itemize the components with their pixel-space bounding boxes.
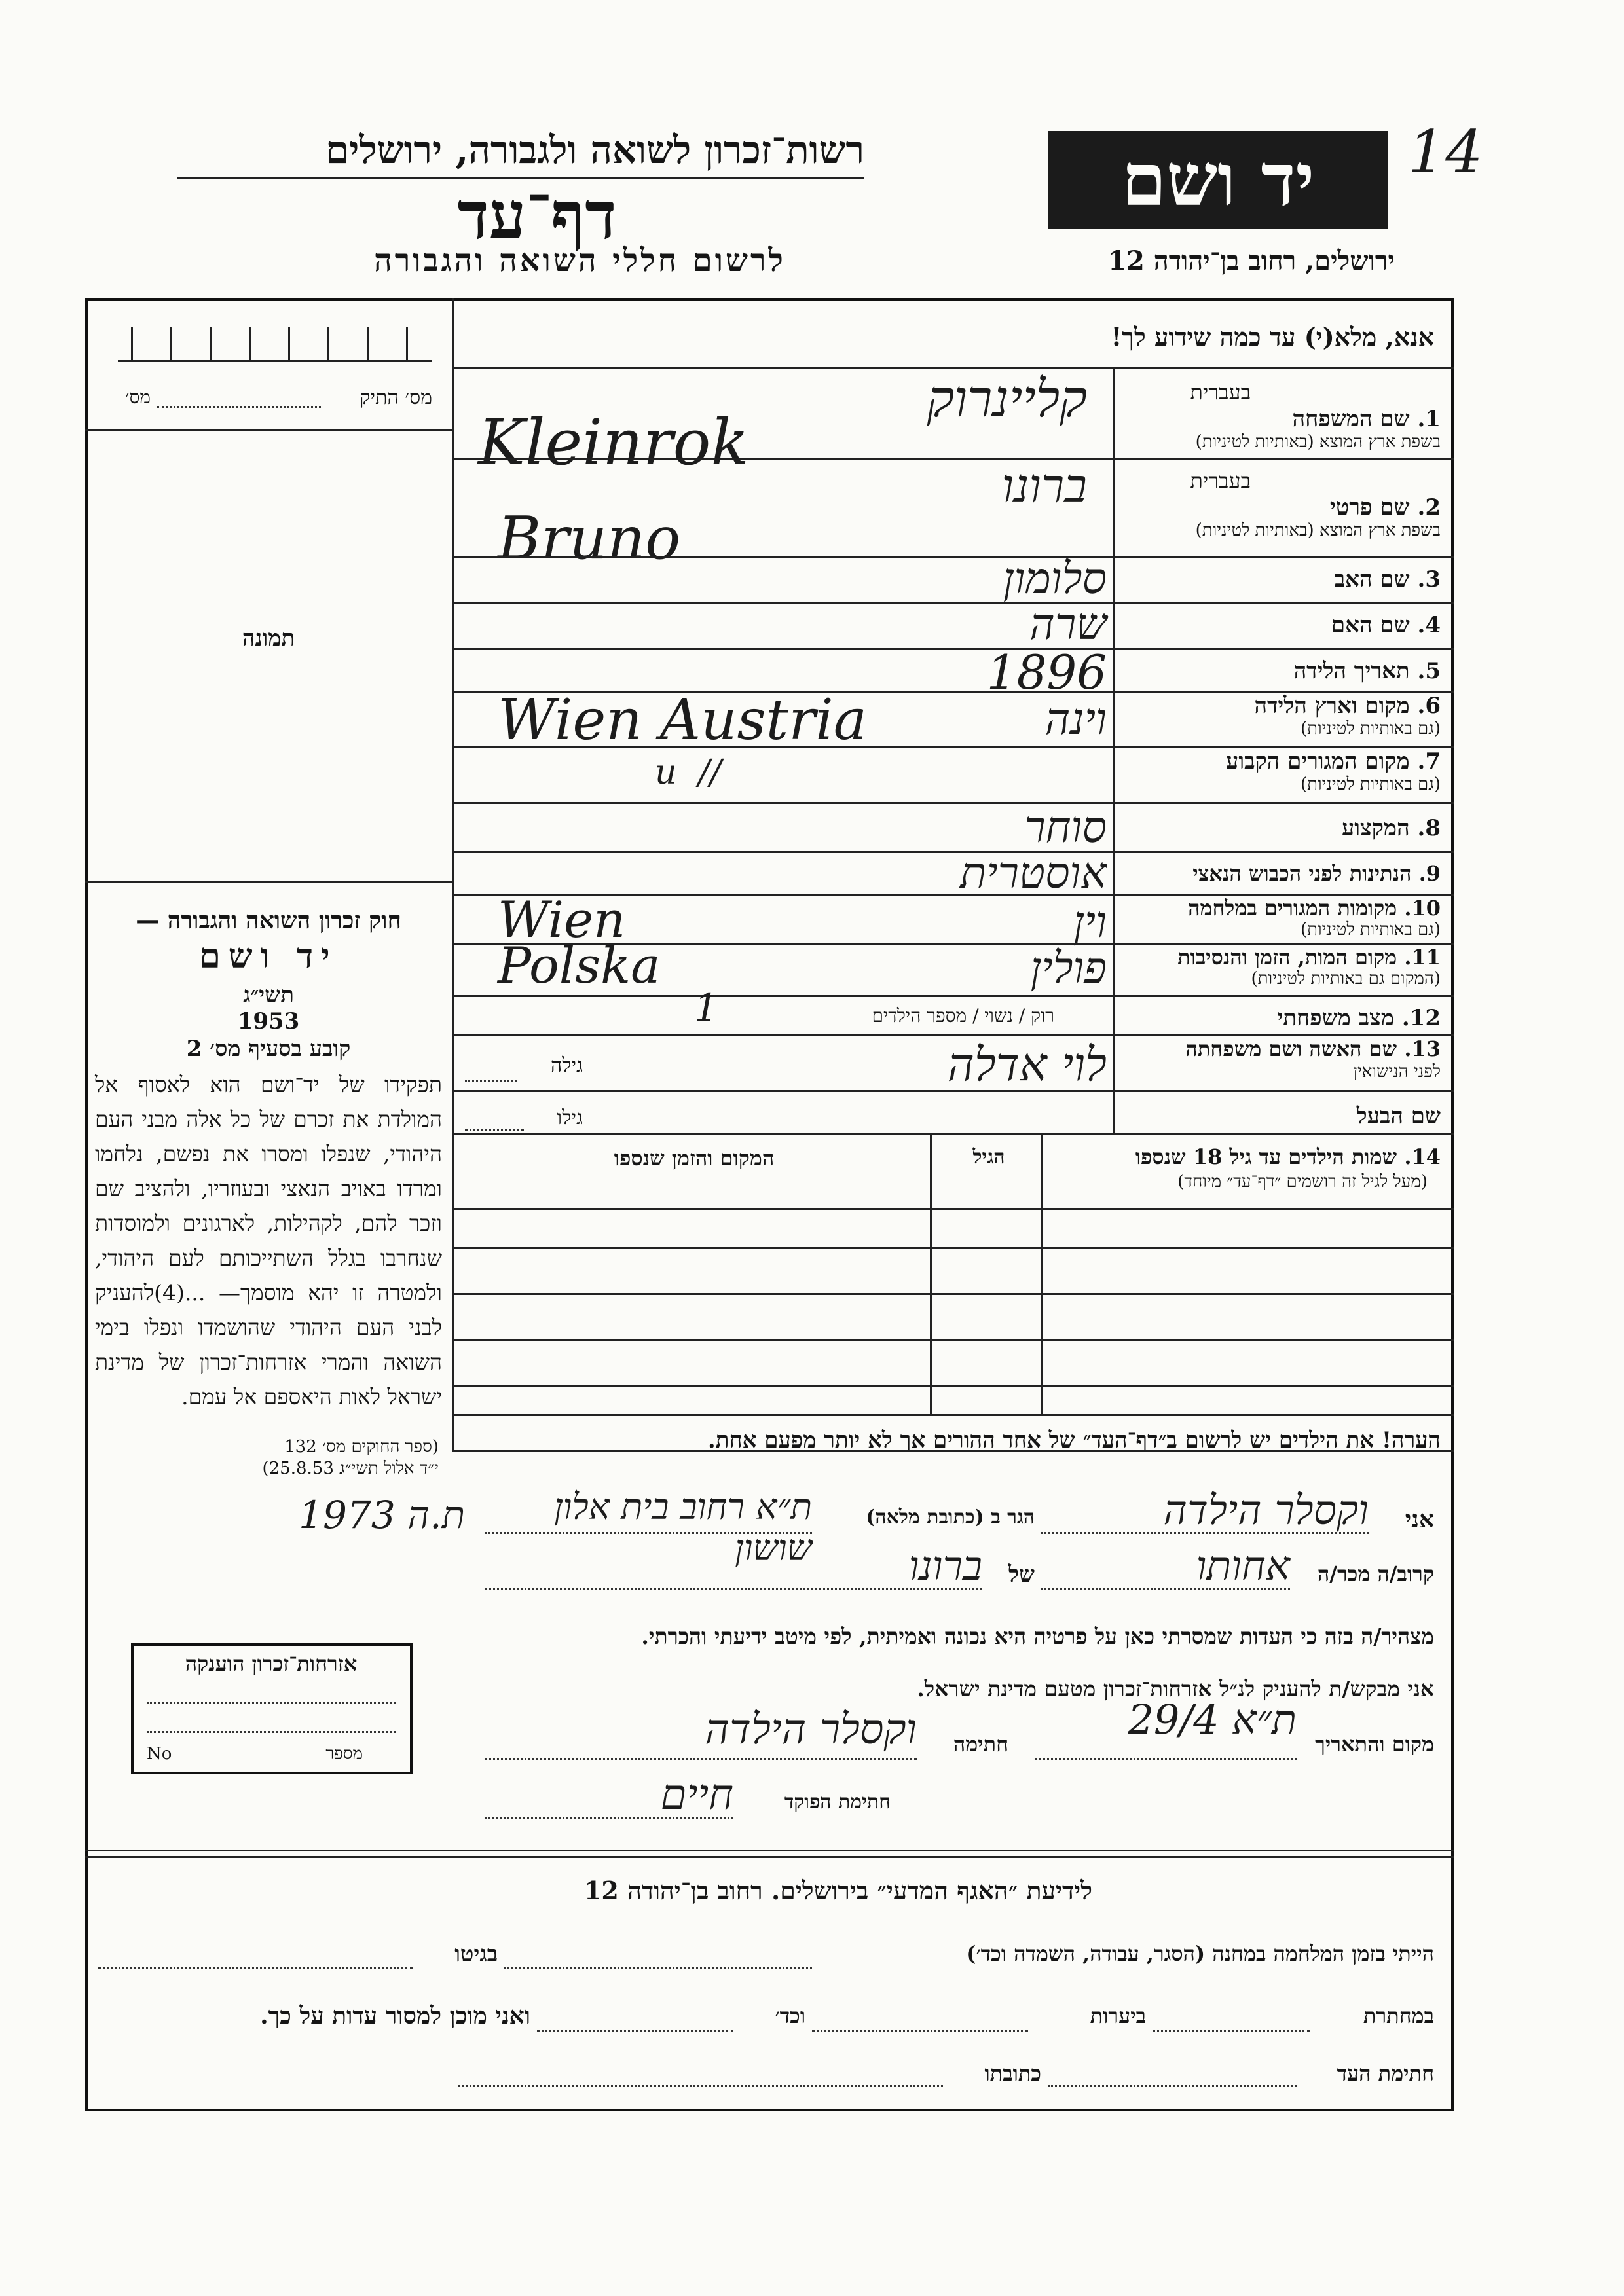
children-note: הערה! את הילדים יש לרשום ב״דף־העד״ של אחד ההורים אך לא יותר מפעם אחת. bbox=[707, 1427, 1441, 1453]
field-7-value: u // bbox=[655, 753, 722, 792]
field-11-value-hebrew: פולין bbox=[1030, 943, 1107, 993]
field-1-value-latin: Kleinrok bbox=[478, 406, 749, 479]
of-value: ברונו bbox=[908, 1542, 982, 1590]
field-1-label: 1. שם המשפחה bbox=[1292, 406, 1441, 432]
field-13-age-label: גילה bbox=[550, 1054, 583, 1077]
children-sublabel: (מעל לגיל זה רושמים ״דף־עד״ מיוחד) bbox=[1177, 1172, 1428, 1192]
field-12-label: 12. מצב משפחתי bbox=[1277, 1005, 1441, 1031]
field-6-value-latin: Wien Austria bbox=[498, 687, 868, 753]
field-11-sublabel: (המקום גם באותיות לטיניות) bbox=[1251, 969, 1441, 989]
file-number-boxes bbox=[118, 321, 432, 362]
law-title: חוק זכרון השואה והגבורה — bbox=[136, 907, 401, 934]
declaration-statement: מצהיר/ה בזה כי העדות שמסרתי כאן על פרטיה היא נכונה ואמיתית, לפי מיטב ידיעתי והכרתי. bbox=[641, 1624, 1434, 1649]
field-12-options: רוק / נשוי / מספר הילדים bbox=[872, 1005, 1054, 1027]
field-3-label: 3. שם האב bbox=[1334, 566, 1441, 592]
field-1-value-hebrew: קליינרוק bbox=[927, 370, 1087, 429]
field-6-sublabel: (גם באותיות לטיניות) bbox=[1300, 719, 1441, 738]
form-title: דף־עד bbox=[457, 177, 617, 254]
field-10-value-hebrew: וין bbox=[1073, 897, 1107, 947]
signature-value: וקסלר הילדה bbox=[705, 1705, 917, 1754]
law-year-he: תשי״ג bbox=[243, 982, 294, 1008]
place-date-label: מקום והתאריך bbox=[1315, 1732, 1434, 1757]
field-1-hebrew-label: בעברית bbox=[1190, 380, 1251, 405]
field-6-value-hebrew: וינה bbox=[1044, 694, 1107, 744]
field-7-label: 7. מקום המגורים הקבוע bbox=[1226, 748, 1441, 774]
law-clause: קובע בסעיף מס׳ 2 bbox=[186, 1036, 351, 1062]
field-6-label: 6. מקום וארץ הלידה bbox=[1254, 693, 1441, 719]
form-subtitle: לרשום חללי השואה והגבורה bbox=[374, 242, 786, 279]
children-label: 14. שמות הילדים עד גיל 18 שנספו bbox=[1135, 1144, 1441, 1169]
declarant-label: אני bbox=[1405, 1506, 1434, 1533]
footer-line2-forests: ביערות bbox=[1090, 2003, 1146, 2028]
footer-line3-witness-signature: חתימת העד bbox=[1337, 2061, 1434, 2086]
field-9-label: 9. הנתינות לפני הכבוש הנאצי bbox=[1192, 861, 1441, 886]
footer-line2-testify: ואני מוכן למסור עדות על כך. bbox=[260, 2002, 530, 2030]
field-2-value-latin: Bruno bbox=[498, 504, 681, 573]
field-13-sublabel: לפני הנישואין bbox=[1353, 1062, 1441, 1082]
citizenship-number-mark: No bbox=[147, 1744, 172, 1764]
relative-label: קרוב/ה מכר/ה bbox=[1317, 1561, 1434, 1586]
official-signature-value: חיים bbox=[660, 1771, 733, 1819]
field-1-sublabel: בשפת ארץ המוצא (באותיות לטיניות) bbox=[1195, 432, 1441, 452]
field-2-sublabel: בשפת ארץ המוצא (באותיות לטיניות) bbox=[1195, 520, 1441, 540]
place-date-value: ת״א 29/4 bbox=[1128, 1696, 1297, 1743]
law-text: תפקידו של יד־ושם הוא לאסוף אל המולדת את זכרם של כל אלה מבני העם היהודי, שנפלו ומסרו את נפשם, נלחמו ומרדו באויב הנאצי ובעוזריו, ולהציב שם וזכר להם, לקהילות, לארגונים ולמוסדות שנחרבו בגלל השתייכותם לעם היהודי, ולמטרה זו יהא מוסמך— ...(4)להעניק לבני העם היהודי שהושמדו ונפלו בימי השואה והמרי אזרחות־זכרון של מדינת ישראל לאות היאספם אל עמם. bbox=[95, 1072, 442, 1410]
children-col-age: הגיל bbox=[972, 1146, 1005, 1169]
footer-line2-etc: וכד׳ bbox=[775, 2003, 805, 2028]
field-12-value: 1 bbox=[694, 985, 718, 1030]
citizenship-box-title: אזרחות־זכרון הוענקה bbox=[185, 1651, 358, 1676]
field-7-sublabel: (גם באותיות לטיניות) bbox=[1300, 774, 1441, 794]
form-intro: אנא, מלא(י) עד כמה שידוע לך! bbox=[1111, 322, 1434, 352]
footer-line2-underground: במחתרת bbox=[1363, 2003, 1434, 2028]
footer-line1-camp: הייתי בזמן המלחמה במחנה (הסגר, עבודה, השמדה וכד׳) bbox=[966, 1941, 1434, 1966]
left-column-divider bbox=[452, 298, 454, 1450]
field-8-value: סוחר bbox=[1024, 802, 1107, 852]
field-10-value-latin: Wien bbox=[498, 890, 626, 949]
declarant-name: וקסלר הילדה bbox=[1163, 1486, 1369, 1534]
field-2-value-hebrew: ברונו bbox=[1001, 458, 1087, 513]
photo-label: תמונה bbox=[242, 625, 295, 651]
page-number: 14 bbox=[1408, 118, 1483, 187]
citizenship-box bbox=[131, 1643, 413, 1774]
field-10-sublabel: (גם באותיות לטיניות) bbox=[1300, 920, 1441, 939]
field-2-hebrew-label: בעברית bbox=[1190, 468, 1251, 493]
citizenship-request: אני מבקש/ת להעניק לנ״ל אזרחות־זכרון מטעם מדינת ישראל. bbox=[917, 1676, 1434, 1702]
address-label: הגר ב (כתובת מלאה) bbox=[866, 1506, 1035, 1529]
footer-line3-address: כתובתו bbox=[984, 2061, 1041, 2086]
law-year: 1953 bbox=[237, 1008, 300, 1034]
law-reference-2: י״ד אלול תשי״ג 25.8.53) bbox=[262, 1459, 439, 1478]
field-13-label: 13. שם האשה ושם משפחתה bbox=[1185, 1036, 1441, 1061]
official-signature-label: חתימת הפוקד bbox=[784, 1791, 891, 1813]
file-number-label: מס׳ התיק bbox=[360, 386, 432, 409]
field-4-label: 4. שם האם bbox=[1331, 612, 1441, 638]
label-column-divider bbox=[1113, 367, 1115, 1133]
field-11-label: 11. מקום המות, הזמן והנסיבות bbox=[1177, 945, 1441, 970]
field-5-label: 5. תאריך הלידה bbox=[1293, 658, 1441, 684]
field-4-value: שרה bbox=[1029, 599, 1107, 649]
citizenship-number-label: מספר bbox=[325, 1744, 363, 1764]
husband-label: שם הבעל bbox=[1356, 1103, 1441, 1129]
header-address: ירושלים, רחוב בן־יהודה 12 bbox=[1108, 246, 1395, 276]
law-name: יד ושם bbox=[199, 936, 338, 976]
authority-name: רשות־זכרון לשואה ולגבורה, ירושלים bbox=[325, 128, 864, 172]
field-2-label: 2. שם פרטי bbox=[1329, 494, 1441, 520]
children-col-place: המקום והזמן שנספו bbox=[614, 1146, 775, 1171]
footer-title: לידיעת ״האגף המדעי״ בירושלים. רחוב בן־יהודה 12 bbox=[583, 1876, 1093, 1905]
field-13-value: לוי אדלה bbox=[947, 1038, 1107, 1091]
field-11-value-latin: Polska bbox=[498, 936, 661, 994]
of-label: של bbox=[1008, 1561, 1035, 1588]
field-9-value: אוסטרית bbox=[960, 848, 1107, 898]
field-10-label: 10. מקומות המגורים במלחמה bbox=[1188, 896, 1441, 920]
law-reference-1: (ספר החוקים מס׳ 132 bbox=[284, 1437, 439, 1457]
field-3-value: סלומון bbox=[1003, 553, 1107, 604]
margin-note: ת.ה 1973 bbox=[299, 1493, 465, 1537]
footer-line1-ghetto: בגיטו bbox=[454, 1941, 498, 1967]
field-8-label: 8. המקצוע bbox=[1341, 815, 1441, 841]
signature-label: חתימה bbox=[953, 1732, 1008, 1757]
relative-value: אחותו bbox=[1196, 1542, 1290, 1590]
file-number-mark: מס׳ bbox=[125, 386, 151, 408]
address-value: ת״א רחוב בית אלון שושון bbox=[553, 1486, 812, 1569]
husband-age-label: גילו bbox=[557, 1106, 583, 1129]
yad-vashem-logo: יד ושם bbox=[1048, 131, 1388, 229]
field-5-value: 1896 bbox=[986, 645, 1107, 700]
